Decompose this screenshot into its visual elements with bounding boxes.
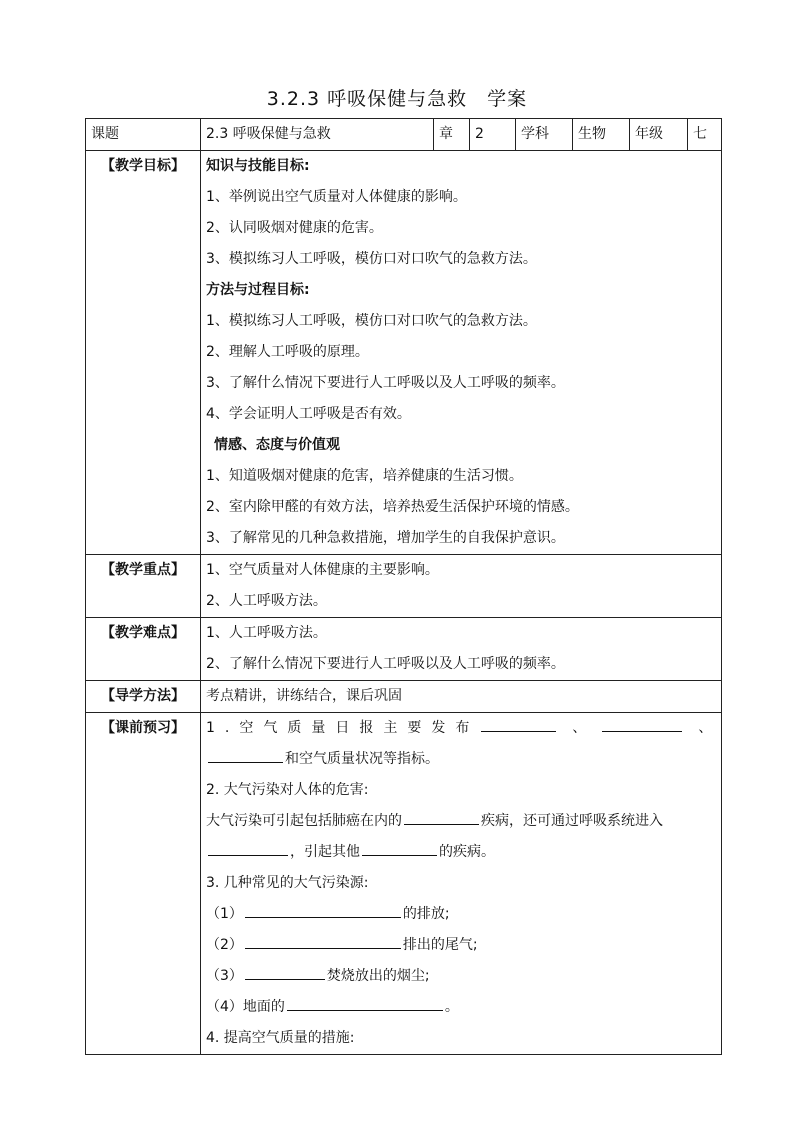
objectives-label: 【教学目标】	[86, 151, 201, 555]
preview-q2-heading: 2. 大气污染对人体的危害:	[206, 782, 369, 798]
preview-q4-heading: 4. 提高空气质量的措施:	[206, 1030, 355, 1046]
method-item: 4、学会证明人工呼吸是否有效。	[206, 406, 411, 422]
knowledge-item: 2、认同吸烟对健康的危害。	[206, 220, 383, 236]
knowledge-item: 3、模拟练习人工呼吸，模仿口对口吹气的急救方法。	[206, 251, 537, 267]
topic-value: 2.3 呼吸保健与急救	[201, 119, 434, 151]
key-points-label: 【教学重点】	[86, 555, 201, 618]
difficulty-item: 1、人工呼吸方法。	[206, 625, 327, 641]
preview-row	[86, 713, 722, 1055]
preview-q3-heading: 3. 几种常见的大气污染源:	[206, 875, 369, 891]
preview-q3-item2: （2） 排出的尾气;	[206, 930, 716, 961]
preview-q1: 1.空气质量日报主要发布 、 、	[206, 713, 716, 744]
topic-label: 课题	[86, 119, 201, 151]
page-title: 3.2.3 呼吸保健与急救 学案	[266, 88, 528, 110]
lesson-plan-table	[85, 118, 722, 1055]
answer-blank[interactable]	[245, 930, 401, 949]
preview-q1-cont: 和空气质量状况等指标。	[206, 744, 716, 775]
difficulties-row	[86, 618, 722, 681]
method-label: 【导学方法】	[86, 681, 201, 713]
chapter-value: 2	[470, 119, 516, 151]
method-content	[201, 681, 722, 713]
answer-blank[interactable]	[208, 744, 283, 763]
method-item: 2、理解人工呼吸的原理。	[206, 344, 369, 360]
method-item: 1、模拟练习人工呼吸，模仿口对口吹气的急救方法。	[206, 313, 537, 329]
answer-blank[interactable]	[287, 992, 443, 1011]
answer-blank[interactable]	[245, 899, 401, 918]
preview-q3-item3: （3） 焚烧放出的烟尘;	[206, 961, 716, 992]
subject-value: 生物	[573, 119, 630, 151]
method-heading: 方法与过程目标:	[206, 282, 310, 298]
objectives-row	[86, 151, 722, 555]
answer-blank[interactable]	[404, 806, 479, 825]
key-point-item: 1、空气质量对人体健康的主要影响。	[206, 562, 439, 578]
answer-blank[interactable]	[208, 837, 288, 856]
preview-q3-item4: （4）地面的 。	[206, 992, 716, 1023]
method-row	[86, 681, 722, 713]
preview-q3-item1: （1） 的排放;	[206, 899, 716, 930]
key-point-item: 2、人工呼吸方法。	[206, 593, 327, 609]
answer-blank[interactable]	[362, 837, 437, 856]
answer-blank[interactable]	[481, 713, 556, 732]
emotion-item: 2、室内除甲醛的有效方法，培养热爱生活保护环境的情感。	[206, 499, 579, 515]
preview-q2-line1: 大气污染可引起包括肺癌在内的 疾病，还可通过呼吸系统进入	[206, 806, 716, 837]
key-points-row	[86, 555, 722, 618]
knowledge-item: 1、举例说出空气质量对人体健康的影响。	[206, 189, 467, 205]
grade-label: 年级	[630, 119, 688, 151]
method-value: 考点精讲，讲练结合，课后巩固	[206, 688, 402, 704]
header-row	[86, 119, 722, 151]
subject-label: 学科	[516, 119, 573, 151]
key-points-content	[201, 555, 722, 618]
objectives-content	[201, 151, 722, 555]
grade-value: 七	[688, 119, 722, 151]
knowledge-heading: 知识与技能目标:	[206, 158, 310, 174]
preview-content	[201, 713, 722, 1055]
method-item: 3、了解什么情况下要进行人工呼吸以及人工呼吸的频率。	[206, 375, 565, 391]
preview-label: 【课前预习】	[86, 713, 201, 1055]
difficulties-content	[201, 618, 722, 681]
emotion-heading: 情感、态度与价值观	[214, 437, 340, 453]
difficulties-label: 【教学难点】	[86, 618, 201, 681]
answer-blank[interactable]	[602, 713, 682, 732]
emotion-item: 3、了解常见的几种急救措施，增加学生的自我保护意识。	[206, 530, 565, 546]
preview-q2-line2: ，引起其他 的疾病。	[206, 837, 716, 868]
answer-blank[interactable]	[245, 961, 325, 980]
chapter-label: 章	[434, 119, 470, 151]
emotion-item: 1、知道吸烟对健康的危害，培养健康的生活习惯。	[206, 468, 523, 484]
difficulty-item: 2、了解什么情况下要进行人工呼吸以及人工呼吸的频率。	[206, 656, 565, 672]
